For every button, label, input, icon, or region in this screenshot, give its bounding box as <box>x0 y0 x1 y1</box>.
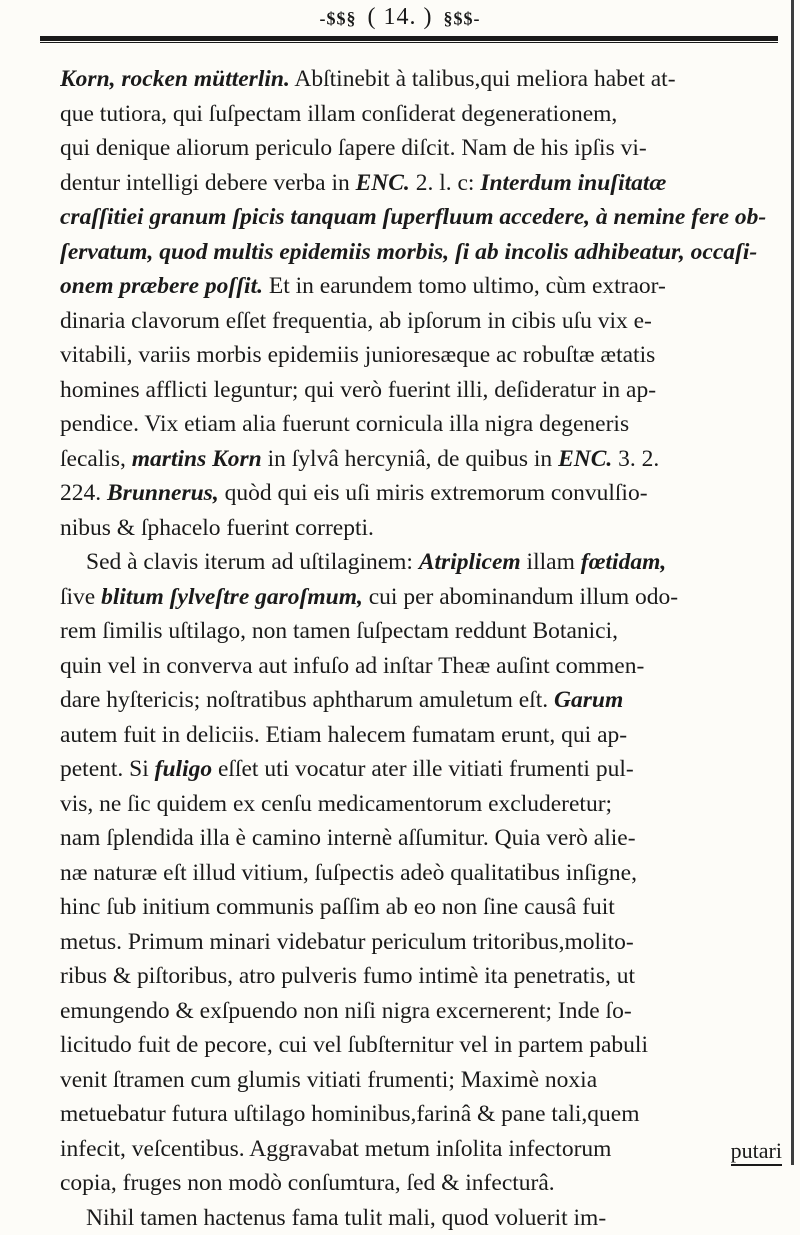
text-line: 224. Brunnerus, quòd qui eis uſi miris extremorum convulſio- <box>60 476 790 511</box>
page-header <box>0 2 800 33</box>
text-line: ſervatum, quod multis epidemiis morbis, ſi ab incolis adhibeatur, occaſi- <box>60 235 790 270</box>
text-line: rem ſimilis uſtilago, non tamen ſuſpectam reddunt Botanici, <box>60 614 790 649</box>
text-line: infecit, veſcentibus. Aggravabat metum inſolita infectorum <box>60 1132 790 1167</box>
catchword: putari <box>731 1138 782 1166</box>
text-line: craſſitiei granum ſpicis tanquam ſuperfluum accedere, à nemine fere ob- <box>60 200 790 235</box>
text-line: Korn, rocken mütterlin. Abſtinebit à talibus,qui meliora habet at- <box>60 62 790 97</box>
header-rule <box>40 36 778 43</box>
text-line: pendice. Vix etiam alia fuerunt cornicula illa nigra degeneris <box>60 407 790 442</box>
text-line: ſive blitum ſylveſtre garoſmum, cui per abominandum illum odo- <box>60 580 790 615</box>
text-line: quin vel in converva aut infuſo ad inſtar Theæ auſint commen- <box>60 649 790 684</box>
text-line: ſecalis, martins Korn in ſylvâ hercyniâ, de quibus in ENC. 3. 2. <box>60 442 790 477</box>
text-line: metus. Primum minari videbatur periculum tritoribus,molito- <box>60 925 790 960</box>
left-ornament: -$$§ <box>320 8 357 28</box>
page-edge <box>791 0 794 1165</box>
text-line: autem fuit in deliciis. Etiam halecem fumatam erunt, qui ap- <box>60 718 790 753</box>
text-line: dinaria clavorum eſſet frequentia, ab ipſorum in cibis uſu vix e- <box>60 304 790 339</box>
text-line: dentur intelligi debere verba in ENC. 2. l. c: Interdum inuſitatæ <box>60 166 790 201</box>
text-line: emungendo & exſpuendo non niſi nigra excernerent; Inde ſo- <box>60 994 790 1029</box>
text-line: vis, ne ſic quidem ex cenſu medicamentorum excluderetur; <box>60 787 790 822</box>
text-line: homines afflicti leguntur; qui verò fuerint illi, deſideratur in ap- <box>60 373 790 408</box>
text-line: petent. Si fuligo eſſet uti vocatur ater ille vitiati frumenti pul- <box>60 752 790 787</box>
text-line: copia, fruges non modò conſumtura, ſed & infecturâ. <box>60 1166 790 1201</box>
text-line: næ naturæ eſt illud vitium, ſuſpectis adeò qualitatibus inſigne, <box>60 856 790 891</box>
right-ornament: §$$- <box>443 8 480 28</box>
text-line: ribus & piſtoribus, atro pulveris fumo intimè ita penetratis, ut <box>60 959 790 994</box>
text-line: Nihil tamen hactenus fama tulit mali, quod voluerit im- <box>60 1201 790 1235</box>
text-line: Sed à clavis iterum ad uſtilaginem: Atriplicem illam fœtidam, <box>60 545 790 580</box>
text-line: vitabili, variis morbis epidemiis junioresæque ac robuſtæ ætatis <box>60 338 790 373</box>
text-line: que tutiora, qui ſuſpectam illam conſiderat degenerationem, <box>60 97 790 132</box>
text-line: qui denique aliorum periculo ſapere diſcit. Nam de his ipſis vi- <box>60 131 790 166</box>
text-line: dare hyſtericis; noſtratibus aphtharum amuletum eſt. Garum <box>60 683 790 718</box>
text-line: metuebatur futura uſtilago hominibus,farinâ & pane tali,quem <box>60 1097 790 1132</box>
text-line: hinc ſub initium communis paſſim ab eo non ſine causâ fuit <box>60 890 790 925</box>
text-line: nam ſplendida illa è camino internè aſſumitur. Quia verò alie- <box>60 821 790 856</box>
text-line: venit ſtramen cum glumis vitiati frumenti; Maximè noxia <box>60 1063 790 1098</box>
text-line: onem præbere poſſit. Et in earundem tomo ultimo, cùm extraor- <box>60 269 790 304</box>
body-text <box>60 62 790 1235</box>
text-line: licitudo fuit de pecore, cui vel ſubſternitur vel in partem pabuli <box>60 1028 790 1063</box>
text-line: nibus & ſphacelo fuerint correpti. <box>60 511 790 546</box>
page-number: ( 14. ) <box>368 4 433 30</box>
